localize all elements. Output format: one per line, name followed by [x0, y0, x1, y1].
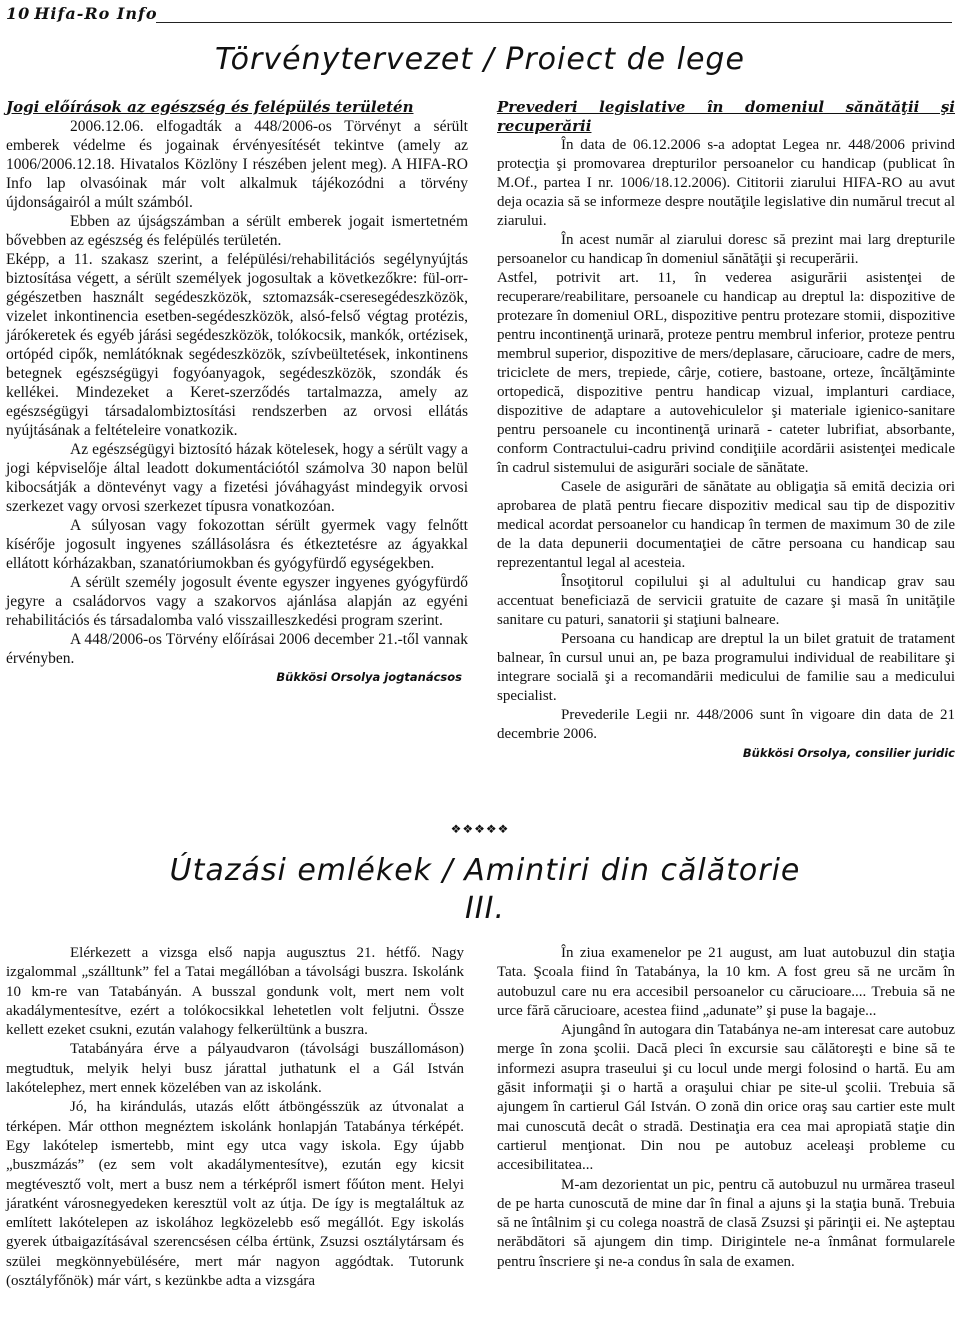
page-number: 10 [6, 4, 31, 23]
paragraph: În data de 06.12.2006 s-a adoptat Legea nr. 448/2006 privind protecţia şi promovarea drepturilor persoanelor cu handicap (publicat în M.Of., partea I nr. 1006/18.12.2006). Cititorii ziarului HIFA-RO au avut deja ocazia să se informeze despre noutăţile legislative din numărul trecut al ziarului. [497, 137, 955, 229]
article-title-law: Törvénytervezet / Proiect de lege [215, 42, 745, 77]
right-column-law [497, 98, 955, 763]
paragraph: Ebben az újságszámban a sérült emberek jogait ismertetném bővebben az egészség és felépülés területén. [6, 213, 468, 249]
paragraph: 2006.12.06. elfogadták a 448/2006-os Törvényt a sérült emberek védelme és jogainak érvényesítését tekintve (amely az 1006/2006.12.18. Hivatalos Közlöny I részében jelent meg). A HIFA-RO Info lap olvasóinak már volt alkalmuk tájékozódni a törvény újdonságairól a múlt számból. [6, 118, 468, 211]
section-heading-hu: Jogi előírások az egészség és felépülés területén [6, 98, 414, 116]
article-title-travel [150, 852, 820, 928]
paragraph: Eképp, a 11. szakasz szerint, a felépülési/rehabilitációs segélynyújtás biztosítása végett, a sérült személyek jogosultak a következőkre: fül-orr-gégészetben használt segédeszközök, sztomazsák-cseresegédeszközök, vizelet inkontinencia esetben-segédeszközök, alsó-felső végtag protézis, járókeretek és egyéb járási segédeszközök, tolókocsik, mankók, ortézisek, ortópéd cipők, nemlátóknak segédeszközök, szívbeültetések, inkontinens betegnek egészségügyi fogyóanyagok, segédeszközök, szondák és kellékei. Mindezeket a Keret-szerződés tartalmazza, amely az egészségügyi társadalombiztosítási rendszerben az orvosi ellátás nyújtásának a feltételeire vonatkozik. [6, 251, 468, 439]
paragraph: Tatabányára érve a pályaudvaron (távolsági buszállomáson) megtudtuk, melyik helyi busz járattal juthatunk el a Gál István lakótelephez, mert ennek közelében van az iskolánk. [6, 1041, 464, 1097]
left-column-law [6, 98, 468, 687]
paragraph: Prevederile Legii nr. 448/2006 sunt în vigoare din data de 21 decembrie 2006. [497, 707, 955, 742]
paragraph: În acest număr al ziarului doresc să prezint mai larg drepturile persoanelor cu handicap în domeniul sănătăţii şi recuperării. [497, 232, 955, 267]
left-column-travel [6, 944, 464, 1291]
paragraph: A 448/2006-os Törvény előírásai 2006 december 21.-től vannak érvényben. [6, 631, 468, 667]
paragraph: Însoţitorul copilului şi al adultului cu handicap grav sau accentuat beneficiază de servicii gratuite de cazare şi masă în unităţile sanitare cu paturi, sanatorii şi staţiuni balneare. [497, 574, 955, 628]
signature-ro: Bükkösi Orsolya, consilier juridic [742, 746, 955, 760]
paragraph: Elérkezett a vizsga első napja augusztus 21. hétfő. Nagy izgalommal „szálltunk” fel a Tatai megállóban a távolsági buszra. Iskolánk 10 km-re van Tatabányán. A busszal gondunk volt, mert nem volt akadálymentesítve, ezért a tolókocsikkal lehetetlen volt feljutni. Össze kellett ezeket csukni, ezután valahogy felkerültünk a buszra. [6, 945, 464, 1039]
signature-hu: Bükkösi Orsolya jogtanácsos [276, 670, 462, 684]
paragraph: Jó, ha kirándulás, utazás előtt átböngésszük az útvonalat a térképen. Már otthon megnéztem iskolánk honlapján Tatabánya térképét. Egy lakótelep ismertebb, mint egy utca vagy iskola. Egy újabb „buszmázás” (ez sem volt akadálymentesítve), ezután egy kicsit megtévesztő volt, mert a busz nem a térképről ismert főúton ment. Helyi járatként városnegyedeken keresztül volt az útja. De így is megtaláltuk az említett lakótelepen az iskolához legközelebb eső megállót. Egy iskolás gyerek útbaigazításával szerencsésen célba értünk, Zsuzsi osztálytársam és szülei megkönnyebülésére, mert már nagyon aggódtak. Tutorunk (osztályfőnök) már várt, s kezünkbe adta a vizsgára [6, 1099, 464, 1290]
page-header [6, 4, 952, 28]
paragraph: A sérült személy jogosult évente egyszer ingyenes gyógyfürdő jegyre a családorvos vagy a szakorvos ajánlása alapján az egyéni rehabilitációs és társadalomba való visszailleszkedési program szerint. [6, 574, 468, 629]
header-rule [156, 22, 952, 23]
paragraph: Az egészségügyi biztosító házak kötelesek, hogy a sérült vagy a jogi képviselője által leadott dokumentációtól számolva 30 napon belül kibocsátják a döntevényt vagy a fizetési jóváhagyást mindegyik orvosi szerkezet vagy orvosi szerkezet típusra vonatkozóan. [6, 441, 468, 515]
paragraph: În ziua examenelor pe 21 august, am luat autobuzul din staţia Tata. Şcoala fiind în Tatabánya, la 10 km. A fost greu să ne urcăm în autobuzul care nu era accesibil persoanelor cu cărucioare.... Trebuia să ne urce fără cărucioare, acestea fiind „adunate” şi puse la bagaje... [497, 945, 955, 1019]
right-column-travel [497, 944, 955, 1272]
paragraph: M-am dezorientat un pic, pentru că autobuzul nu urmărea traseul de pe harta cunoscută de mine dar în final a ajuns şi la staţia bună. Trebuia să ne întâlnim şi cu colega noastră de clasă Zsuzsi şi părinţii ei. Ne aşteptau nerăbdători să ajungem din timp. Dirigintele ne-a înmânat formularele pentru înscriere şi ne-a condus în sala de examen. [497, 1176, 955, 1270]
title-line-2: III. [464, 891, 506, 926]
paragraph: A súlyosan vagy fokozottan sérült gyermek vagy felnőtt kísérője jogosult ingyenes szállásolásra és étkeztetésre az ágyakkal ellátott kórházakban, szanatóriumokban és gyógyfürdő egységekben. [6, 517, 468, 572]
paragraph: Persoana cu handicap are dreptul la un bilet gratuit de tratament balnear, în cursul unui an, pe baza programului individual de reabilitare şi integrare socială şi a recomandării medicului de familie sau a medicului specialist. [497, 631, 955, 704]
separator-ornament: ❖❖❖❖❖ [450, 822, 510, 836]
paragraph: Ajungând în autogara din Tatabánya ne-am interesat care autobuz merge în zona şcolii. Dacă pleci în excursie sau călătoreşti e bine să te informezi asupra traseului şi cu locul unde mergi folosind o hartă. Eu am găsit informaţii şi o hartă a oraşului chiar pe site-ul şcolii. Trebuia să ajungem în cartierul Gál István. O zonă din orice oraş sau cartier este mult mai cunoscută decât o stradă. Destinaţia era cea mai apropiată staţie din cartierul menţionat. Din nou pe autobuz aceleaşi probleme cu accesibilitatea... [497, 1022, 955, 1174]
section-heading-ro: Prevederi legislative în domeniul sănătăţii şi recuperării [497, 98, 955, 135]
paragraph: Astfel, potrivit art. 11, în vederea asigurării asistenţei de recuperare/reabilitare, persoanele cu handicap au dreptul la: dispozitive de protezare în domeniul ORL, dispozitive pentru protezare stomii, dispozitive pentru incontinenţă urinară, proteze pentru membrul inferior, proteze pentru membrul superior, dispozitive de mers/deplasare, cărucioare, cadre de mers, triciclete de mers, trepiede, cârje, cotiere, bastoane, orteze, încălţăminte ortopedică, dispozitive pentru handicap vizual, implanturi cardiace, dispozitive de adaptare a autovehiculelor şi materiale igienico-sanitare pentru persoanele cu incontinenţă urinară - cateter lubrifiat, absorbante, conform Contractului-cadru privind condiţiile acordării asistenţei medicale în cadrul sistemului de asigurări sociale de sănătate. [497, 270, 955, 476]
paragraph: Casele de asigurări de sănătate au obligaţia să emită decizia ori aprobarea de plată pentru fiecare dispozitiv medical sau tip de dispozitiv medical acordat persoanelor cu handicap în termen de maximum 30 de zile de la data depunerii documentaţiei de către persoana cu handicap sau reprezentantul legal al acesteia. [497, 479, 955, 571]
title-line-1: Útazási emlékek / Amintiri din călătorie [169, 853, 801, 888]
publication-name: Hifa-Ro Info [34, 4, 158, 23]
